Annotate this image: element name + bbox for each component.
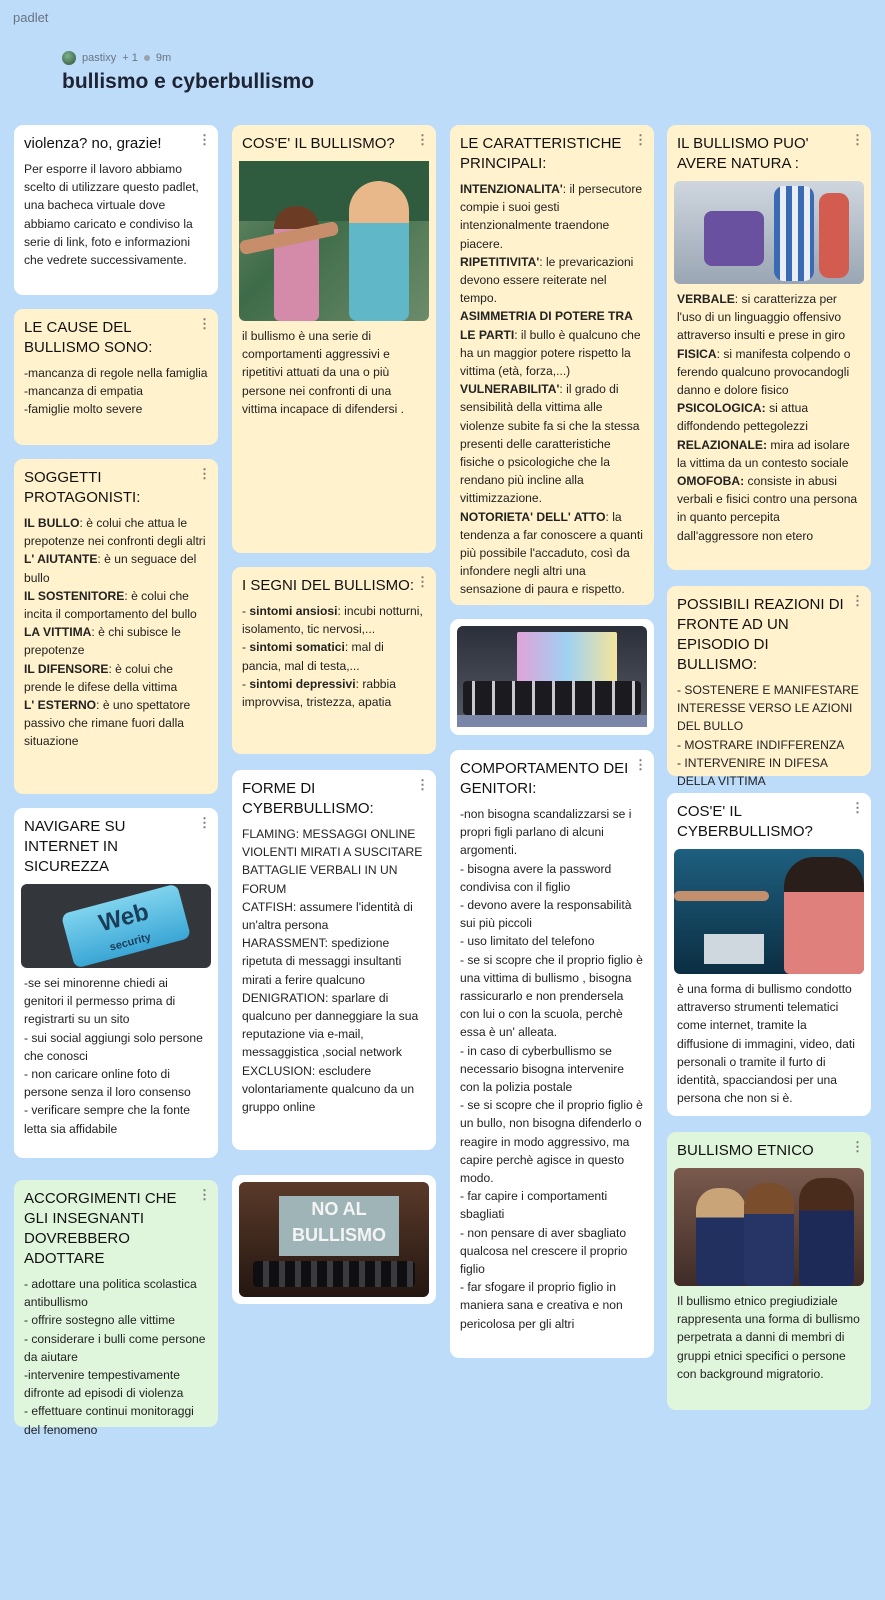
post-card-navigare[interactable]: [14, 808, 218, 1158]
girl-figure: [799, 1178, 854, 1286]
post-card-no-al-bullismo[interactable]: [232, 1175, 436, 1304]
kid-figure: [774, 186, 814, 281]
kid-figure: [704, 211, 764, 266]
more-vertical-icon[interactable]: ⋮: [416, 132, 429, 147]
post-title: FORME DI CYBERBULLISMO:: [242, 780, 374, 817]
post-body: è una forma di bullismo condotto attraverso strumenti telematici come internet, tramite la diffusione di immagini, video, dati personali o tramite il furto di identità, spacciandosi per una persona che non si è.: [677, 982, 855, 1106]
padlet-logo[interactable]: padlet: [13, 10, 49, 25]
group-of-students: [463, 681, 641, 715]
pointing-arm: [674, 891, 769, 901]
post-card-accorgimenti[interactable]: [14, 1180, 218, 1437]
post-body: IL BULLO: è colui che attua le prepotenze nei confronti degli altri L' AIUTANTE: è un seguace del bullo IL SOSTENITORE: è colui che incita il comportamento del bullo LA VITTIMA: è chi subisce le prepotenze IL DIFENSORE: è colui che prende le difese della vittima L' ESTERNO: è uno spettatore passivo che rimane fuori dalla situazione: [24, 516, 206, 749]
time-ago: 9m: [155, 52, 172, 64]
post-card-violenza[interactable]: [14, 125, 218, 295]
post-title: IL BULLISMO PUO' AVERE NATURA :: [677, 135, 809, 172]
kid-figure: [819, 193, 849, 278]
web-key-label: Web security: [61, 883, 191, 968]
post-title: ACCORGIMENTI CHE GLI INSEGNANTI DOVREBBERO ADOTTARE: [24, 1190, 177, 1267]
post-card-genitori[interactable]: [450, 750, 654, 1358]
post-card-caratteristiche[interactable]: [450, 125, 654, 605]
no-al-bullismo-photo[interactable]: [239, 1182, 429, 1297]
group-of-students: [253, 1261, 415, 1287]
web-security-keyboard-image[interactable]: [21, 884, 211, 968]
school-girls-image[interactable]: [674, 1168, 864, 1286]
post-body: INTENZIONALITA': il persecutore compie i suoi gesti intenzionalmente traendone piacere. RIPETITIVITA': le prevaricazioni devono essere reiterate nel tempo. ASIMMETRIA DI POTERE TRA LE PARTI: il bullo è qualcuno che ha un maggior potere rispetto la vittima (età, forza,...) VULNERABILITA': il grado di sensibilità della vittima alle violenze subite fa si che la stessa presenti delle caratteristiche fisiche o psicologiche che la rendano più incline alla vittimizzazione. NOTORIETA' DELL' ATTO: la tendenza a far conoscere a quanti più possibile l'accaduto, così da infondere negli altri una sensazione di paura e rispetto.: [460, 182, 643, 597]
post-body: FLAMING: MESSAGGI ONLINE VIOLENTI MIRATI A SUSCITARE BATTAGLIE VERBALI IN UN FORUM CATFISH: assumere l'identità di un'altra persona HARASSMENT: spedizione ripetuta di messaggi insultanti mirati a ferire qualcuno DENIGRATION: sparlare di qualcuno per danneggiare la sua reputazione via e-mail, messaggistica ,social network EXCLUSION: escludere volontariamente qualcuno da un gruppo online: [242, 827, 423, 1115]
contributors-count[interactable]: + 1: [122, 52, 138, 64]
separator-dot-icon: [144, 55, 150, 61]
post-card-cos-e-bullismo[interactable]: [232, 125, 436, 553]
girl-figure: [274, 206, 319, 321]
post-body: -se sei minorenne chiedi ai genitori il permesso prima di registrarti su un sito - sui social aggiungi solo persone che conosci - non caricare online foto di persone senza il loro consenso - verificare sempre che la fonte letta sia affidabile: [24, 976, 203, 1136]
post-title: NAVIGARE SU INTERNET IN SICUREZZA: [24, 818, 126, 875]
more-vertical-icon[interactable]: ⋮: [198, 815, 211, 830]
more-vertical-icon[interactable]: ⋮: [198, 132, 211, 147]
more-vertical-icon[interactable]: ⋮: [416, 574, 429, 589]
students-group-photo[interactable]: [457, 626, 647, 727]
post-card-cause[interactable]: [14, 309, 218, 445]
post-card-natura[interactable]: [667, 125, 871, 570]
post-title: violenza? no, grazie!: [24, 135, 162, 152]
more-vertical-icon[interactable]: ⋮: [851, 593, 864, 608]
screen-text: NO AL BULLISMO: [279, 1196, 399, 1256]
post-meta: [62, 51, 314, 65]
post-title: I SEGNI DEL BULLISMO:: [242, 577, 414, 594]
post-title: COS'E' IL BULLISMO?: [242, 135, 395, 152]
post-body: - sintomi ansiosi: incubi notturni, isolamento, tic nervosi,... - sintomi somatici: mal di pancia, mal di testa,... - sintomi depressivi: rabbia improvvisa, tristezza, apatia: [242, 604, 423, 710]
post-card-group-photo[interactable]: [450, 619, 654, 735]
post-body: -mancanza di regole nella famiglia -mancanza di empatia -famiglie molto severe: [24, 366, 208, 417]
more-vertical-icon[interactable]: ⋮: [198, 466, 211, 481]
post-card-reazioni[interactable]: [667, 586, 871, 789]
post-body: - SOSTENERE E MANIFESTARE INTERESSE VERSO LE AZIONI DEL BULLO - MOSTRARE INDIFFERENZA - INTERVENIRE IN DIFESA DELLA VITTIMA: [677, 683, 859, 789]
post-body: VERBALE: si caratterizza per l'uso di un linguaggio offensivo attraverso insulti e prese in giro FISICA: si manifesta colpendo o ferendo qualcuno provocandogli danno e dolore fisico PSICOLOGICA: si attua diffondendo pettegolezzi RELAZIONALE: mira ad isolare la vittima da un contesto sociale OMOFOBA: consiste in abusi verbali e fisici contro una persona in quanto percepita dall'aggressore non etero: [677, 292, 858, 543]
post-card-soggetti[interactable]: [14, 459, 218, 794]
computer: [704, 934, 764, 964]
post-card-segni[interactable]: [232, 567, 436, 754]
padlet-header: [62, 51, 314, 94]
post-body: -non bisogna scandalizzarsi se i propri figli parlano di alcuni argomenti. - bisogna avere la password condivisa con il figlio - devono avere la responsabilità sui più piccoli - uso limitato del telefono - se si scopre che il proprio figlio è una vittima di bullismo , bisogna rassicurarlo e non prendersela con lui o con la scuola, perchè essa è un' alleata. - in caso di cyberbullismo se necessario bisogna intervenire con la polizia postale - se si scopre che il proprio figlio è un bullo, non bisogna difenderlo o reagire in modo aggressivo, ma capire perchè agisce in questo modo. - far capire i comportamenti sbagliati - non pensare di aver sbagliato qualcosa nel crescere il proprio figlio - far sfogare il proprio figlio in maniera sana e creativa e non pericolosa per gli altri: [460, 807, 643, 1331]
post-card-forme[interactable]: [232, 770, 436, 1150]
post-body: Per esporre il lavoro abbiamo scelto di utilizzare questo padlet, una bacheca virtuale dove abbiamo caricato e condiviso la serie di link, foto e informazioni che vedrete successivamente.: [24, 162, 199, 268]
stage-floor: [457, 715, 647, 727]
more-vertical-icon[interactable]: ⋮: [851, 1139, 864, 1154]
bullying-classroom-image[interactable]: [239, 161, 429, 321]
more-vertical-icon[interactable]: ⋮: [416, 777, 429, 792]
post-title: POSSIBILI REAZIONI DI FRONTE AD UN EPISODIO DI BULLISMO:: [677, 596, 844, 673]
avatar[interactable]: [62, 51, 76, 65]
post-body: Il bullismo etnico pregiudiziale rappresenta una forma di bullismo perpetrata a danni di membri di gruppi etnici specifici o persone con background migratorio.: [677, 1294, 860, 1381]
cyberbullying-image[interactable]: [674, 849, 864, 974]
post-title: COMPORTAMENTO DEI GENITORI:: [460, 760, 629, 797]
boy-figure: [349, 181, 409, 321]
page-title: bullismo e cyberbullismo: [62, 70, 315, 93]
post-card-bullismo-etnico[interactable]: [667, 1132, 871, 1410]
more-vertical-icon[interactable]: ⋮: [851, 800, 864, 815]
post-title: BULLISMO ETNICO: [677, 1142, 814, 1159]
post-body: il bullismo è una serie di comportamenti aggressivi e ripetitivi attuati da una o più persone nei confronti di una vittima incapace di difendersi .: [242, 329, 405, 416]
post-card-cyberbullismo[interactable]: [667, 793, 871, 1116]
more-vertical-icon[interactable]: ⋮: [198, 1187, 211, 1202]
more-vertical-icon[interactable]: ⋮: [851, 132, 864, 147]
more-vertical-icon[interactable]: ⋮: [634, 132, 647, 147]
author-name[interactable]: pastixy: [82, 52, 117, 64]
post-title: COS'E' IL CYBERBULLISMO?: [677, 803, 813, 840]
kids-fighting-image[interactable]: [674, 181, 864, 284]
projector-screen: [517, 632, 617, 684]
post-title: LE CARATTERISTICHE PRINCIPALI:: [460, 135, 622, 172]
girl-figure: [696, 1188, 746, 1286]
more-vertical-icon[interactable]: ⋮: [198, 316, 211, 331]
post-title: LE CAUSE DEL BULLISMO SONO:: [24, 319, 153, 356]
post-body: - adottare una politica scolastica antibullismo - offrire sostegno alle vittime - considerare i bulli come persone da aiutare -intervenire tempestivamente difronte ad episodi di violenza - effettuare continui monitoraggi del fenomeno: [24, 1277, 206, 1437]
girl-figure: [744, 1183, 794, 1286]
sad-woman-figure: [784, 857, 864, 974]
more-vertical-icon[interactable]: ⋮: [634, 757, 647, 772]
post-title: SOGGETTI PROTAGONISTI:: [24, 469, 141, 506]
